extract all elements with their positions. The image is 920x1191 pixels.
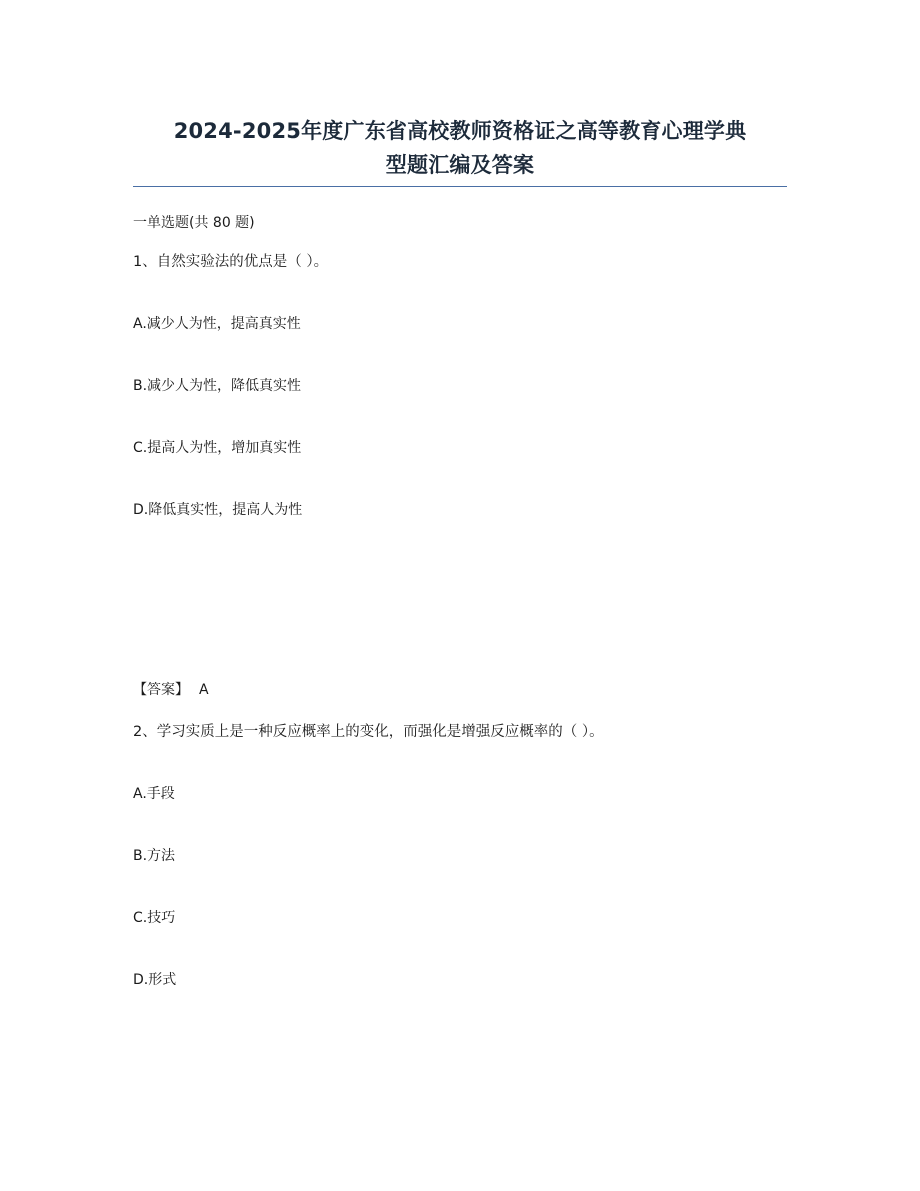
question-1-option-a: A.减少人为性，提高真实性 <box>133 316 301 332</box>
question-1-answer <box>133 680 209 700</box>
question-1-option-c: C.提高人为性，增加真实性 <box>133 440 302 456</box>
question-2-option-a: A.手段 <box>133 786 175 802</box>
question-2-option-c: C.技巧 <box>133 910 176 926</box>
question-2-stem: 2、学习实质上是一种反应概率上的变化，而强化是增强反应概率的（ ）。 <box>133 724 604 740</box>
question-1-option-b: B.减少人为性，降低真实性 <box>133 378 302 394</box>
title-line-1: 2024-2025年度广东省高校教师资格证之高等教育心理学典 <box>173 119 747 143</box>
question-2-option-d: D.形式 <box>133 972 177 988</box>
document-title <box>120 114 800 182</box>
title-divider <box>133 186 787 187</box>
answer-label: 【答案】 <box>133 682 189 698</box>
section-heading: 一单选题(共 80 题) <box>133 215 255 231</box>
title-line-2: 型题汇编及答案 <box>385 153 535 177</box>
question-2-option-b: B.方法 <box>133 848 176 864</box>
question-1-stem: 1、自然实验法的优点是（ ）。 <box>133 254 329 270</box>
question-1-option-d: D.降低真实性，提高人为性 <box>133 502 303 518</box>
answer-value: A <box>199 682 209 698</box>
